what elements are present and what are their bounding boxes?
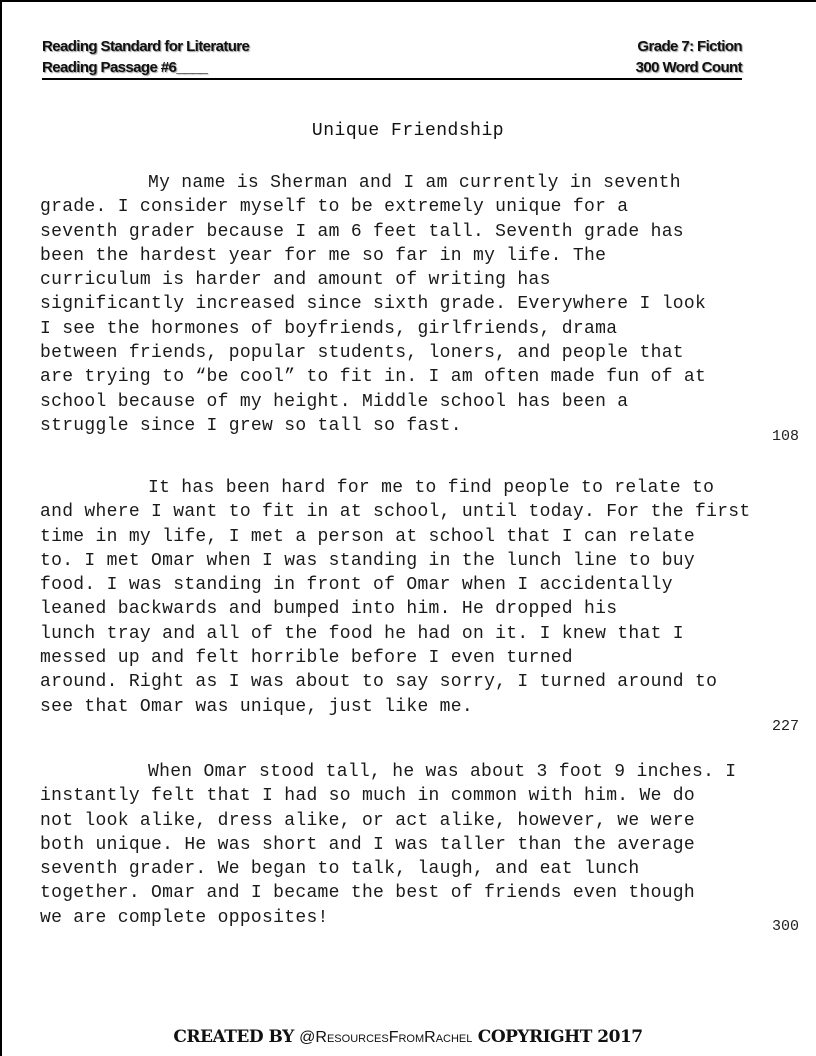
text-line: are trying to “be cool” to fit in. I am often made fun of at bbox=[40, 367, 707, 388]
text-line: leaned backwards and bumped into him. He dropped his bbox=[40, 599, 618, 620]
text-line: My name is Sherman and I am currently in seventh bbox=[148, 173, 681, 193]
paragraph-2 bbox=[40, 476, 770, 719]
grade-label: Grade 7: Fiction bbox=[637, 38, 742, 55]
text-line: both unique. He was short and I was taller than the average bbox=[40, 834, 696, 855]
header-row-1 bbox=[42, 38, 742, 55]
text-line: we are complete opposites! bbox=[40, 907, 329, 928]
text-line: together. Omar and I became the best of friends even though bbox=[40, 883, 696, 904]
text-line: not look alike, dress alike, or act alike, however, we were bbox=[40, 810, 696, 831]
text-line: time in my life, I met a person at school that I can relate bbox=[40, 526, 696, 547]
text-line: to. I met Omar when I was standing in the lunch line to buy bbox=[40, 550, 696, 571]
passage-number: Reading Passage #6____ bbox=[42, 59, 208, 76]
footer-credit bbox=[0, 1027, 816, 1047]
running-word-count-1: 108 bbox=[772, 428, 800, 445]
text-line: school because of my height. Middle school has been a bbox=[40, 391, 629, 412]
text-line: curriculum is harder and amount of writing has bbox=[40, 270, 551, 291]
text-line: seventh grader because I am 6 feet tall. Seventh grade has bbox=[40, 221, 684, 242]
text-line: struggle since I grew so tall so fast. bbox=[40, 415, 462, 436]
text-line: messed up and felt horrible before I even turned bbox=[40, 648, 573, 669]
passage-title: Unique Friendship bbox=[311, 121, 505, 141]
text-line: instantly felt that I had so much in common with him. We do bbox=[40, 786, 696, 807]
text-line: It has been hard for me to find people to relate to bbox=[148, 478, 715, 498]
paragraph-1 bbox=[40, 171, 770, 438]
text-line: seventh grader. We began to talk, laugh, and eat lunch bbox=[40, 859, 640, 880]
text-line: see that Omar was unique, just like me. bbox=[40, 696, 473, 717]
text-line: I see the hormones of boyfriends, girlfriends, drama bbox=[40, 318, 618, 339]
reading-standard: Reading Standard for Literature bbox=[42, 38, 250, 55]
text-line: between friends, popular students, loners, and people that bbox=[40, 343, 684, 364]
word-count-label: 300 Word Count bbox=[635, 59, 742, 76]
running-word-count-2: 227 bbox=[772, 718, 800, 735]
text-line: significantly increased since sixth grade. Everywhere I look bbox=[40, 294, 707, 315]
text-line: around. Right as I was about to say sorry, I turned around to bbox=[40, 672, 718, 693]
author-handle: @ResourcesFromRachel bbox=[299, 1029, 473, 1046]
text-line: When Omar stood tall, he was about 3 foot 9 inches. I bbox=[148, 762, 737, 782]
paragraph-3 bbox=[40, 760, 770, 930]
copyright: COPYRIGHT 2017 bbox=[477, 1027, 643, 1047]
running-word-count-3: 300 bbox=[772, 918, 800, 935]
text-line: food. I was standing in front of Omar when I accidentally bbox=[40, 575, 673, 596]
text-line: lunch tray and all of the food he had on it. I knew that I bbox=[40, 623, 684, 644]
header-row-2 bbox=[42, 59, 742, 80]
text-line: and where I want to fit in at school, until today. For the first bbox=[40, 502, 751, 523]
text-line: grade. I consider myself to be extremely unique for a bbox=[40, 197, 629, 218]
created-by: CREATED BY bbox=[173, 1027, 294, 1047]
text-line: been the hardest year for me so far in my life. The bbox=[40, 245, 607, 266]
